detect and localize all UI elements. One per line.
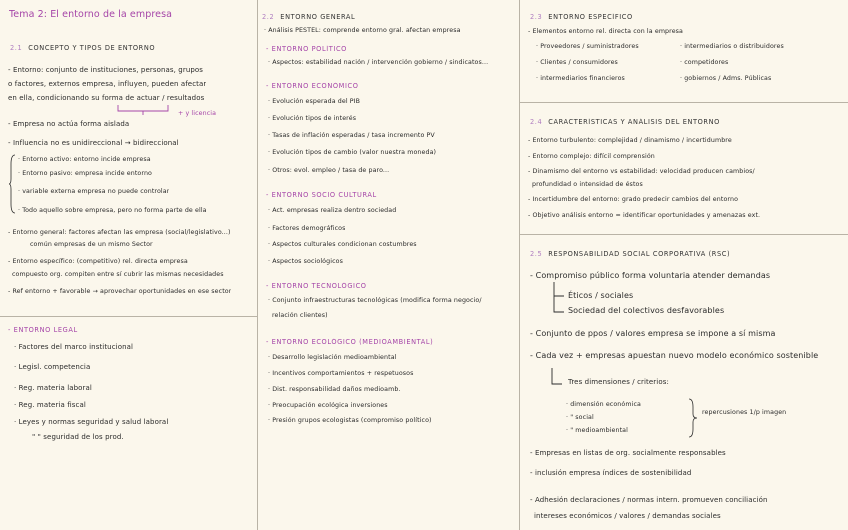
list-item: " " seguridad de los prod. bbox=[32, 433, 124, 441]
list-item: · Incentivos comportamientos + respetuosos bbox=[268, 370, 414, 377]
tree-connector bbox=[552, 282, 566, 316]
note-line: - inclusión empresa índices de sostenibilidad bbox=[530, 469, 692, 477]
note-line: - Cada vez + empresas apuestan nuevo modelo económico sostenible bbox=[530, 351, 819, 360]
list-item: · Conjunto infraestructuras tecnológicas (modifica forma negocio/ bbox=[268, 297, 482, 304]
note-line: Tres dimensiones / criterios: bbox=[568, 378, 669, 386]
section-number: 2.1 bbox=[10, 44, 23, 52]
list-item: · Evolución esperada del PIB bbox=[268, 98, 361, 105]
annotation-text: repercusiones 1/p imagen bbox=[702, 409, 787, 416]
note-line: · variable externa empresa no puede controlar bbox=[18, 188, 170, 195]
note-line: - Adhesión declaraciones / normas intern. promueven conciliación bbox=[530, 496, 768, 504]
note-line: · Análisis PESTEL: comprende entorno gral. afectan empresa bbox=[264, 27, 461, 34]
note-line: - Entorno general: factores afectan las empresa (social/legislativo...) bbox=[8, 229, 231, 236]
divider bbox=[0, 316, 257, 317]
list-item: · Evolución tipos de cambio (valor nuestra moneda) bbox=[268, 149, 437, 156]
section-2-3-heading bbox=[530, 13, 633, 22]
column-right bbox=[520, 0, 848, 530]
note-line: - Entorno turbulento: complejidad / dinamismo / incertidumbre bbox=[528, 137, 732, 144]
group-heading-sociocultural: - ENTORNO SOCIO CULTURAL bbox=[266, 191, 377, 199]
note-line: común empresas de un mismo Sector bbox=[30, 241, 153, 248]
note-line: · Entorno pasivo: empresa incide entorno bbox=[18, 170, 153, 177]
note-line: - Entorno: conjunto de instituciones, personas, grupos bbox=[8, 66, 204, 74]
note-line: · Entorno activo: entorno incide empresa bbox=[18, 156, 151, 163]
group-heading-tecnologico: - ENTORNO TECNOLÓGICO bbox=[266, 282, 367, 290]
grid-item: · Clientes / consumidores bbox=[536, 59, 618, 66]
column-left bbox=[0, 0, 258, 530]
list-item: relación clientes) bbox=[272, 312, 328, 319]
section-number: 2.5 bbox=[530, 250, 543, 258]
annotation-text: + y licencia bbox=[178, 110, 217, 117]
annotation-bracket bbox=[116, 103, 176, 117]
dimension-item: · " social bbox=[566, 414, 594, 421]
list-item: · Aspectos sociológicos bbox=[268, 258, 343, 265]
note-line: intereses económicos / valores / demandas sociales bbox=[534, 512, 721, 520]
section-2-1-heading bbox=[10, 44, 155, 53]
note-line: - Dinamismo del entorno vs estabilidad: velocidad producen cambios/ bbox=[528, 168, 755, 175]
note-line: - Ref entorno + favorable → aprovechar oportunidades en ese sector bbox=[8, 288, 232, 295]
list-item: · Factores del marco institucional bbox=[14, 343, 134, 351]
page-title: Tema 2: El entorno de la empresa bbox=[9, 9, 173, 20]
note-line: profundidad o intensidad de éstos bbox=[532, 181, 643, 188]
list-item: · Desarrollo legislación medioambiental bbox=[268, 354, 397, 361]
section-number: 2.3 bbox=[530, 13, 543, 21]
list-item: · Reg. materia fiscal bbox=[14, 401, 86, 409]
section-title: CONCEPTO Y TIPOS DE ENTORNO bbox=[28, 44, 156, 52]
list-item: · Act. empresas realiza dentro sociedad bbox=[268, 207, 397, 214]
list-item: · Tasas de inflación esperadas / tasa incremento PV bbox=[268, 132, 435, 139]
note-line: - Influencia no es unidireccional → bidireccional bbox=[8, 139, 179, 147]
list-item: · Otros: evol. empleo / tasa de paro... bbox=[268, 167, 390, 174]
note-line: - Entorno específico: (competitivo) rel. directa empresa bbox=[8, 258, 188, 265]
note-line: Sociedad del colectivos desfavorables bbox=[568, 306, 725, 315]
list-item: · Leyes y normas seguridad y salud laboral bbox=[14, 418, 169, 426]
list-item: · Evolución tipos de interés bbox=[268, 115, 357, 122]
list-item: · Aspectos: estabilidad nación / intervención gobierno / sindicatos... bbox=[268, 59, 489, 66]
section-2-4-heading bbox=[530, 118, 720, 127]
grid-item: · intermediarios financieros bbox=[536, 75, 625, 82]
brace-right bbox=[688, 398, 698, 438]
brace-left bbox=[9, 154, 17, 214]
note-line: - Objetivo análisis entorno = identificar oportunidades y amenazas ext. bbox=[528, 212, 761, 219]
grid-item: · Proveedores / suministradores bbox=[536, 43, 639, 50]
dimension-item: · " medioambiental bbox=[566, 427, 628, 434]
note-line: - Empresas en listas de org. socialmente responsables bbox=[530, 449, 726, 457]
note-line: - Entorno complejo: difícil comprensión bbox=[528, 153, 655, 160]
tree-connector bbox=[550, 368, 564, 390]
note-line: - Conjunto de ppos / valores empresa se impone a sí misma bbox=[530, 329, 776, 338]
note-line: · Todo aquello sobre empresa, pero no forma parte de ella bbox=[18, 207, 207, 214]
list-item: · Preocupación ecológica inversiones bbox=[268, 402, 388, 409]
grid-item: · gobiernos / Adms. Públicas bbox=[680, 75, 772, 82]
divider bbox=[520, 234, 848, 235]
list-item: · Legisl. competencia bbox=[14, 363, 91, 371]
list-item: · Aspectos culturales condicionan costumbres bbox=[268, 241, 417, 248]
section-number: 2.2 bbox=[262, 13, 275, 21]
note-line: - Incertidumbre del entorno: grado predecir cambios del entorno bbox=[528, 196, 739, 203]
section-2-5-heading bbox=[530, 250, 730, 259]
divider bbox=[520, 102, 848, 103]
note-line: en ella, condicionando su forma de actuar / resultados bbox=[8, 94, 205, 102]
section-title: CARACTERÍSTICAS Y ANÁLISIS DEL ENTORNO bbox=[548, 118, 720, 126]
section-2-2-heading bbox=[262, 13, 355, 22]
dimension-item: · dimensión económica bbox=[566, 401, 641, 408]
note-line: - Elementos entorno rel. directa con la empresa bbox=[528, 28, 684, 35]
section-number: 2.4 bbox=[530, 118, 543, 126]
grid-item: · competidores bbox=[680, 59, 729, 66]
legal-heading: - ENTORNO LEGAL bbox=[8, 326, 78, 334]
note-line: - Empresa no actúa forma aislada bbox=[8, 120, 130, 128]
column-middle bbox=[258, 0, 520, 530]
section-title: RESPONSABILIDAD SOCIAL CORPORATIVA (RSC) bbox=[548, 250, 731, 258]
list-item: · Presión grupos ecologistas (compromiso político) bbox=[268, 417, 432, 424]
section-title: ENTORNO ESPECÍFICO bbox=[548, 13, 633, 21]
note-line: - Compromiso público forma voluntaria atender demandas bbox=[530, 271, 771, 280]
list-item: · Reg. materia laboral bbox=[14, 384, 92, 392]
group-heading-economico: - ENTORNO ECONÓMICO bbox=[266, 82, 359, 90]
note-line: Éticos / sociales bbox=[568, 291, 634, 300]
list-item: · Factores demográficos bbox=[268, 225, 346, 232]
note-line: o factores, externos empresa, influyen, pueden afectar bbox=[8, 80, 207, 88]
section-title: ENTORNO GENERAL bbox=[280, 13, 356, 21]
list-item: · Dist. responsabilidad daños medioamb. bbox=[268, 386, 401, 393]
group-heading-ecologico: - ENTORNO ECOLÓGICO (MEDIOAMBIENTAL) bbox=[266, 338, 434, 346]
grid-item: · intermediarios o distribuidores bbox=[680, 43, 784, 50]
note-line: compuesto org. compiten entre sí cubrir las mismas necesidades bbox=[12, 271, 224, 278]
group-heading-politico: - ENTORNO POLÍTICO bbox=[266, 45, 347, 53]
